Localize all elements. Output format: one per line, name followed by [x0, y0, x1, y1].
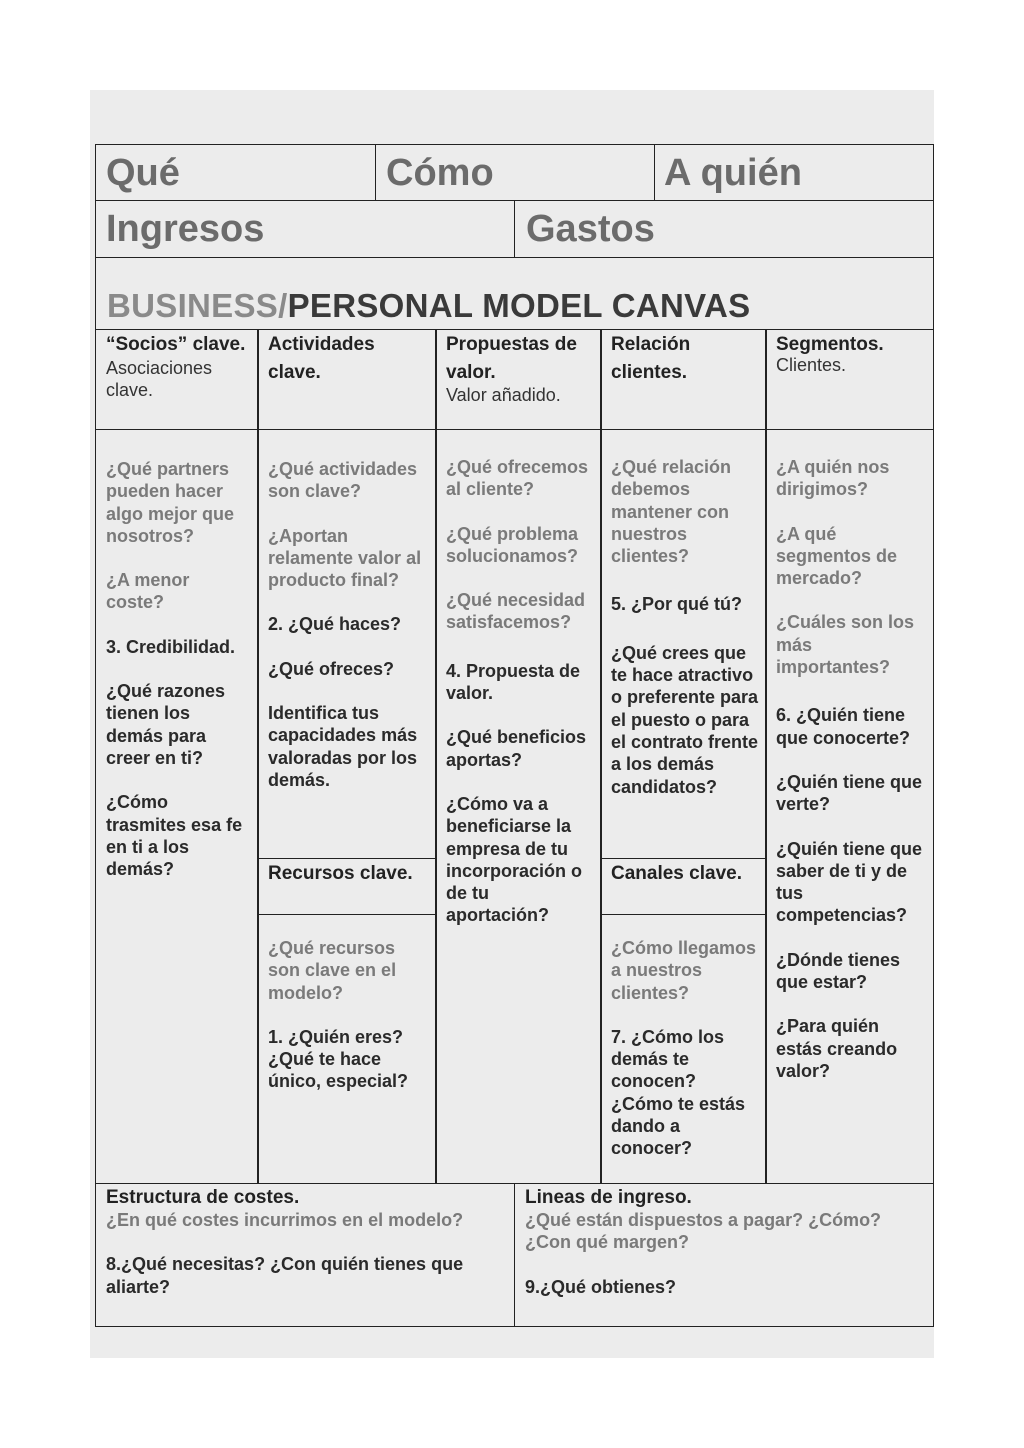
como-label: Cómo [386, 152, 494, 194]
canales-body [611, 937, 759, 1160]
actividades-header: Actividades clave. [268, 334, 375, 383]
actividades-q1: ¿Qué actividades son clave? [268, 459, 418, 502]
socios-s2: ¿Qué razones tienen los demás para creer en ti? [106, 681, 226, 768]
ingresos-lineas-cell [525, 1187, 920, 1298]
costes-header: Estructura de costes. [106, 1187, 300, 1208]
canales-s1: 7. ¿Cómo los demás te conocen? ¿Cómo te estás dando a conocer? [611, 1026, 746, 1159]
relacion-q1: ¿Qué relación debemos mantener con nuestros clientes? [611, 457, 732, 567]
actividades-s3: Identifica tus capacidades más valoradas por los demás. [268, 703, 418, 790]
segmentos-s3: ¿Quién tiene que saber de ti y de tus competencias? [776, 838, 923, 926]
propuestas-header-cell [446, 331, 591, 406]
recursos-body [268, 937, 428, 1093]
propuestas-s1: 4. Propuesta de valor. [446, 660, 581, 704]
relacion-header-cell [611, 331, 756, 386]
propuestas-s2: ¿Qué beneficios aportas? [446, 727, 587, 770]
gastos-label: Gastos [526, 208, 655, 250]
segmentos-s2: ¿Quién tiene que verte? [776, 771, 923, 815]
segmentos-body [776, 456, 928, 1082]
socios-header-cell [106, 331, 251, 401]
actividades-header-cell [268, 331, 413, 386]
costes-s1: 8.¿Qué necesitas? ¿Con quién tienes que aliarte? [106, 1254, 464, 1297]
actividades-s2: ¿Qué ofreces? [268, 658, 395, 679]
recursos-s1: 1. ¿Quién eres? ¿Qué te hace único, especial? [268, 1026, 409, 1092]
propuestas-q3: ¿Qué necesidad satisfacemos? [446, 590, 586, 633]
segmentos-s5: ¿Para quién estás creando valor? [776, 1016, 898, 1081]
canales-header: Canales clave. [611, 863, 742, 884]
segmentos-q3: ¿Cuáles son los más importantes? [776, 612, 915, 678]
ingresos-lineas-s1: 9.¿Qué obtienes? [525, 1276, 677, 1297]
ingresos-lineas-header: Lineas de ingreso. [525, 1187, 692, 1208]
actividades-s1: 2. ¿Qué haces? [268, 614, 402, 635]
socios-body [106, 458, 251, 880]
actividades-body [268, 458, 428, 791]
relacion-body [611, 456, 759, 798]
canvas-title [107, 287, 750, 325]
recursos-header-cell [268, 860, 428, 888]
socios-q2: ¿A menor coste? [106, 570, 190, 613]
segmentos-q1: ¿A quién nos dirigimos? [776, 457, 890, 500]
segmentos-header-cell [776, 331, 926, 376]
costes-cell [106, 1187, 506, 1298]
recursos-header: Recursos clave. [268, 863, 413, 884]
propuestas-subtitle: Valor añadido. [446, 385, 561, 405]
propuestas-body [446, 456, 594, 927]
socios-s3: ¿Cómo trasmites esa fe en ti a los demás? [106, 792, 243, 880]
socios-subtitle: Asociaciones clave. [106, 357, 213, 400]
propuestas-header: Propuestas de valor. [446, 334, 577, 383]
recursos-q1: ¿Qué recursos son clave en el modelo? [268, 938, 397, 1003]
title-personal: PERSONAL MODEL CANVAS [287, 287, 751, 324]
propuestas-q1: ¿Qué ofrecemos al cliente? [446, 457, 589, 500]
title-business: BUSINESS/ [107, 287, 288, 324]
ingresos-lineas-q1: ¿Qué están dispuestos a pagar? ¿Cómo? ¿Con qué margen? [525, 1210, 882, 1253]
segmentos-subtitle: Clientes. [776, 354, 847, 375]
canales-q1: ¿Cómo llegamos a nuestros clientes? [611, 938, 757, 1003]
segmentos-s4: ¿Dónde tienes que estar? [776, 949, 901, 993]
segmentos-s1: 6. ¿Quién tiene que conocerte? [776, 705, 911, 748]
ingresos-label: Ingresos [106, 208, 265, 250]
relacion-header: Relación clientes. [611, 334, 691, 383]
relacion-s2: ¿Qué crees que te hace atractivo o preferente para el puesto o para el contrato frente a los demás candidatos? [611, 642, 759, 797]
a-quien-label: A quién [664, 152, 802, 194]
header-row-line [95, 429, 934, 431]
que-label: Qué [106, 152, 180, 194]
segmentos-q2: ¿A qué segmentos de mercado? [776, 523, 898, 589]
socios-header: “Socios” clave. [106, 334, 246, 355]
socios-q1: ¿Qué partners pueden hacer algo mejor que nosotros? [106, 459, 235, 546]
costes-q1: ¿En qué costes incurrimos en el modelo? [106, 1210, 464, 1230]
relacion-s1: 5. ¿Por qué tú? [611, 594, 743, 615]
propuestas-q2: ¿Qué problema solucionamos? [446, 523, 579, 566]
actividades-q2: ¿Aportan relamente valor al producto final? [268, 525, 422, 591]
canales-header-cell [611, 860, 759, 888]
socios-s1: 3. Credibilidad. [106, 636, 236, 657]
segmentos-header: Segmentos. [776, 334, 884, 355]
propuestas-s3: ¿Cómo va a beneficiarse la empresa de tu incorporación o de tu aportación? [446, 793, 583, 926]
